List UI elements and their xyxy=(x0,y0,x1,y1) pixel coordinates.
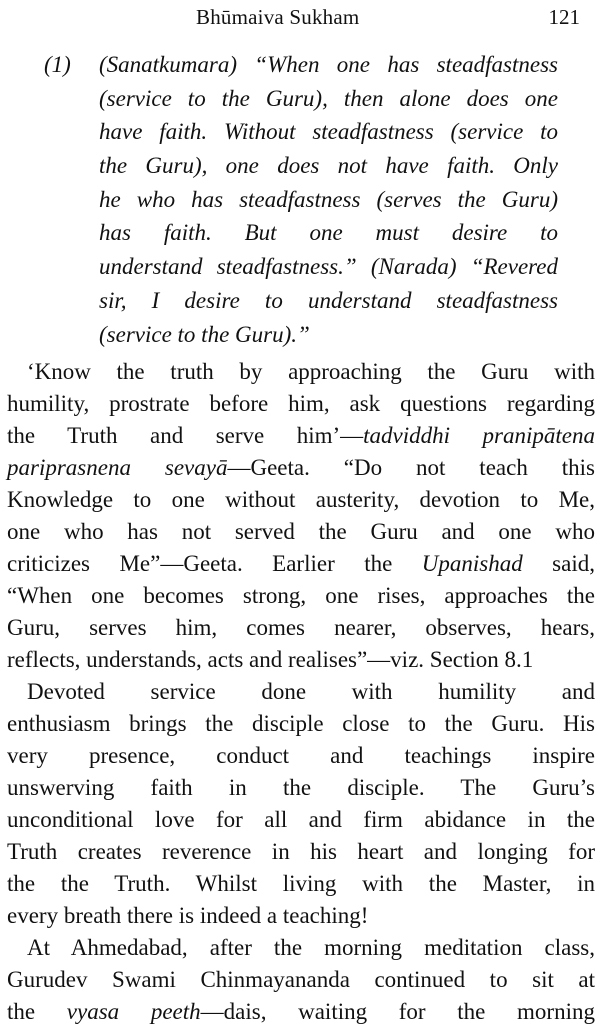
page-header xyxy=(0,2,600,32)
title-italic: Upanishad xyxy=(421,551,523,576)
sanskrit-term: tadviddhi pranipātena xyxy=(363,423,595,448)
quotation-line: (Sanatkumara) “When one has steadfastness xyxy=(99,52,558,77)
paragraph-line: enthusiasm brings the disciple close to the Guru. His xyxy=(7,711,595,736)
paragraph-line xyxy=(7,996,595,1028)
paragraph-line: “When one becomes strong, one rises, approaches the xyxy=(7,583,595,608)
paragraph-line: At Ahmedabad, after the morning meditation class, xyxy=(27,935,595,960)
quotation-line: sir, I desire to understand steadfastness xyxy=(99,287,558,313)
paragraph-line: every breath there is indeed a teaching! xyxy=(7,903,369,928)
paragraph-line: Truth creates reverence in his heart and longing for xyxy=(7,839,595,864)
text-span: —dais, waiting for the morning xyxy=(200,999,595,1024)
text-span: said, xyxy=(522,551,595,576)
quotation-line: have faith. Without steadfastness (service to xyxy=(99,119,558,145)
quotation-line: understand steadfastness.” (Narada) “Revered xyxy=(99,254,558,280)
paragraph-line: the the Truth. Whilst living with the Master, in xyxy=(7,871,595,896)
paragraph-line xyxy=(7,548,595,580)
page-number: 121 xyxy=(548,5,580,29)
quotation-text xyxy=(99,48,558,351)
paragraph-line: unconditional love for all and firm abidance in the xyxy=(7,807,595,832)
sanskrit-term: vyasa peeth xyxy=(66,999,201,1024)
quotation-number: (1) xyxy=(44,52,71,77)
paragraph-line: reflects, understands, acts and realises”—viz. Section 8.1 xyxy=(7,647,534,672)
paragraph-line xyxy=(7,452,595,484)
paragraph-line: Knowledge to one without austerity, devotion to Me, xyxy=(7,487,595,512)
sanskrit-term: pariprasnena sevayā xyxy=(7,455,228,480)
quotation-line: has faith. But one must desire to xyxy=(99,220,558,246)
paragraph-line: humility, prostrate before him, ask questions regarding xyxy=(7,391,595,416)
quotation-line: he who has steadfastness (serves the Guru) xyxy=(99,186,558,212)
quotation-line: (service to the Guru), then alone does one xyxy=(99,85,558,111)
paragraph-line xyxy=(7,420,595,452)
paragraph-line: very presence, conduct and teachings inspire xyxy=(7,743,595,768)
quotation-line: (service to the Guru).” xyxy=(99,321,310,347)
quotation-line: the Guru), one does not have faith. Only xyxy=(99,153,558,179)
running-title: Bhūmaiva Sukham xyxy=(196,5,360,29)
text-span: the xyxy=(7,999,67,1024)
paragraph-line: Guru, serves him, comes nearer, observes, hears, xyxy=(7,615,595,640)
paragraph-line: unswerving faith in the disciple. The Guru’s xyxy=(7,775,595,800)
paragraph-line: ‘Know the truth by approaching the Guru with xyxy=(27,359,595,384)
paragraph-line: one who has not served the Guru and one who xyxy=(7,519,595,544)
text-span: —Geeta. “Do not teach this xyxy=(227,455,595,480)
text-span: criticizes Me”—Geeta. Earlier the xyxy=(7,551,422,576)
paragraph-line: Gurudev Swami Chinmayananda continued to sit at xyxy=(7,967,595,992)
text-span: the Truth and serve him’— xyxy=(7,423,364,448)
paragraph-line: Devoted service done with humility and xyxy=(27,679,595,704)
